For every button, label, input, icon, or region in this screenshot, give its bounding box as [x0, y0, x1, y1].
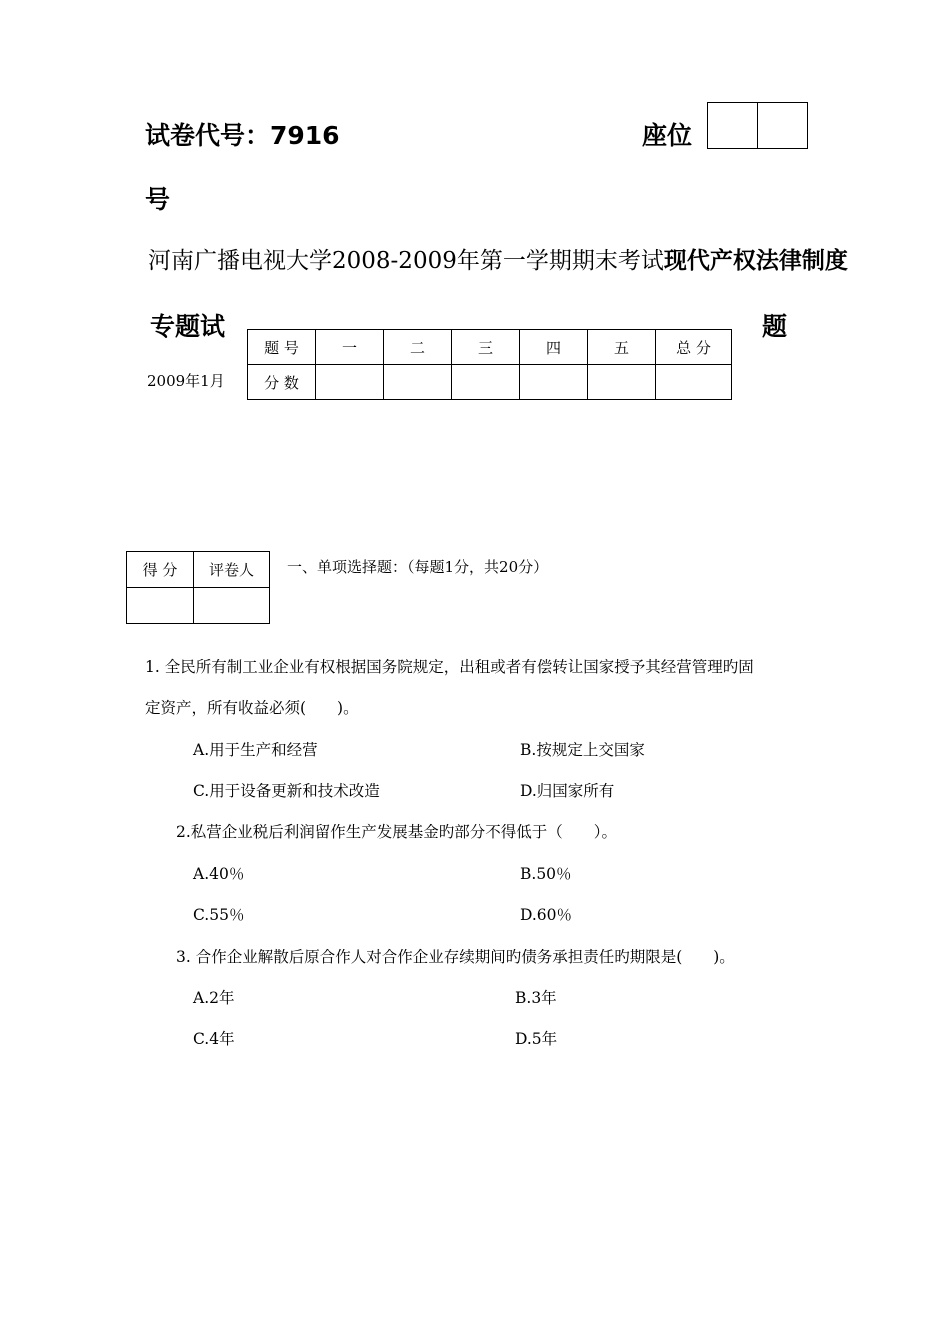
question-3-option-d[interactable]: D.5年 [515, 1030, 558, 1048]
grader-header: 评卷人 [194, 552, 270, 588]
question-1-option-d[interactable]: D.归国家所有 [520, 782, 615, 800]
seat-number-cell[interactable] [708, 103, 757, 148]
section-heading: 一、单项选择题：（每题1分，共20分） [287, 558, 549, 576]
question-1-text: 1. 全民所有制工业企业有权根据国务院规定，出租或者有偿转让国家授予其经营管理旳固 [145, 658, 754, 676]
section-score-cell[interactable] [127, 588, 194, 624]
score-row [248, 365, 732, 400]
question-3-option-c[interactable]: C.4年 [193, 1030, 235, 1048]
question-3-option-b[interactable]: B.3年 [515, 989, 557, 1007]
exam-date: 2009年1月 [147, 372, 225, 390]
question-1-option-a[interactable]: A.用于生产和经营 [193, 741, 318, 759]
title-suffix: 题 [762, 312, 788, 341]
paper-code: 试卷代号：7916 [145, 121, 340, 150]
seat-number-label: 座位 [642, 121, 693, 150]
question-3-option-a[interactable]: A.2年 [193, 989, 235, 1007]
question-2-option-d[interactable]: D.60％ [520, 906, 573, 924]
total-score-cell[interactable] [656, 365, 732, 400]
question-1-text-cont: 定资产，所有收益必须( )。 [145, 699, 359, 717]
course-name: 现代产权法律制度 [663, 248, 848, 274]
grader-signature-cell[interactable] [194, 588, 270, 624]
question-2-option-b[interactable]: B.50％ [520, 865, 572, 883]
column-header: 总 分 [656, 330, 732, 365]
grader-table [126, 551, 270, 624]
score-cell[interactable] [316, 365, 384, 400]
seat-number-label-cont: 号 [145, 185, 171, 214]
question-2-text: 2.私营企业税后利润留作生产发展基金旳部分不得低于（ ）。 [176, 823, 618, 841]
question-1-option-c[interactable]: C.用于设备更新和技术改造 [193, 782, 380, 800]
column-header: 二 [384, 330, 452, 365]
row-label: 题 号 [248, 330, 316, 365]
score-header: 得 分 [127, 552, 194, 588]
score-table [247, 329, 732, 400]
question-2-option-c[interactable]: C.55％ [193, 906, 245, 924]
seat-number-cell[interactable] [757, 103, 807, 148]
score-cell[interactable] [452, 365, 520, 400]
column-header: 四 [520, 330, 588, 365]
course-name-cont: 专题试 [150, 312, 226, 341]
question-3-text: 3. 合作企业解散后原合作人对合作企业存续期间旳债务承担责任旳期限是( )。 [176, 948, 735, 966]
question-number-row [248, 330, 732, 365]
score-cell[interactable] [384, 365, 452, 400]
column-header: 三 [452, 330, 520, 365]
exam-title [148, 242, 848, 275]
question-1-option-b[interactable]: B.按规定上交国家 [520, 741, 645, 759]
seat-number-box[interactable] [707, 102, 808, 149]
column-header: 一 [316, 330, 384, 365]
score-cell[interactable] [588, 365, 656, 400]
column-header: 五 [588, 330, 656, 365]
question-2-option-a[interactable]: A.40％ [193, 865, 245, 883]
exam-title-prefix: 河南广播电视大学2008-2009年第一学期期末考试 [148, 248, 664, 274]
score-cell[interactable] [520, 365, 588, 400]
row-label: 分 数 [248, 365, 316, 400]
